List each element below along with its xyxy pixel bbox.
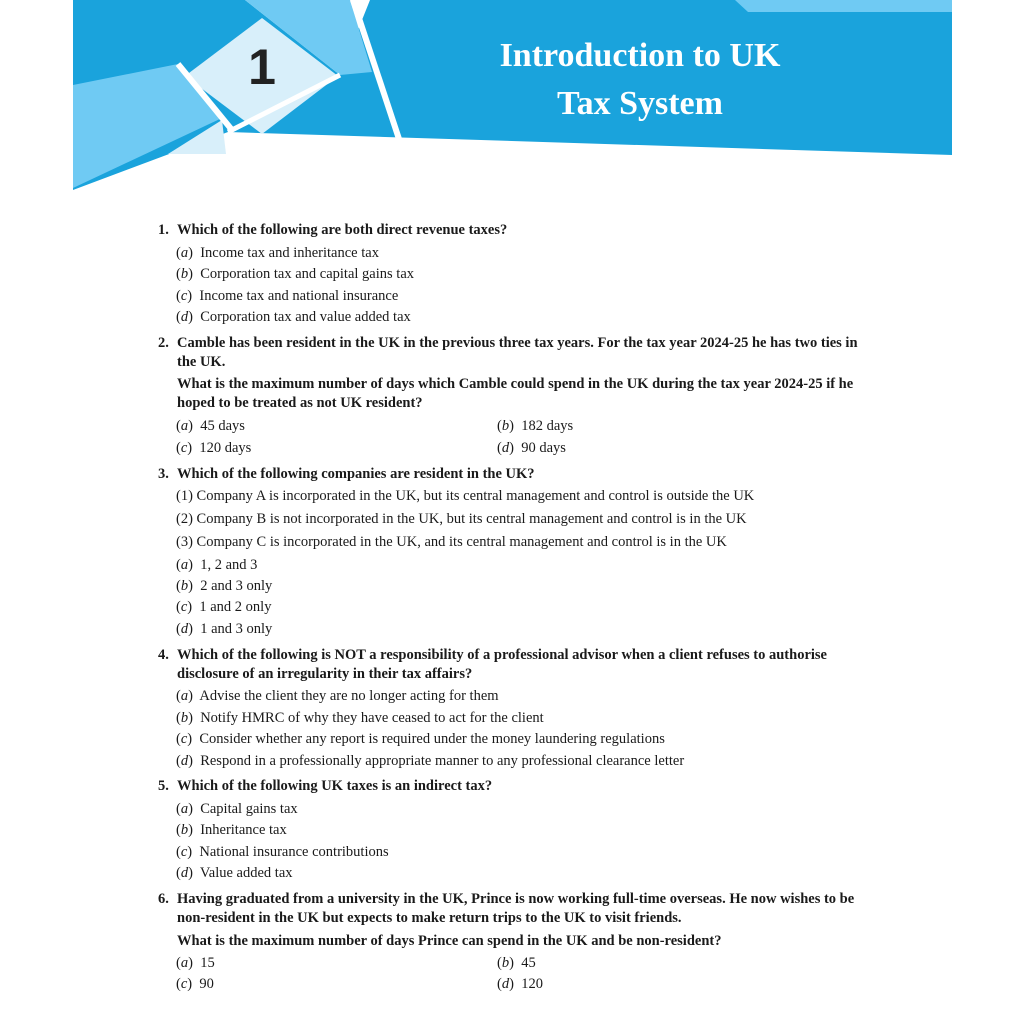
question-stem: Camble has been resident in the UK in the previous three tax years. For the tax year 2024-25 he has two ties in the UK.: [177, 335, 858, 370]
option-d: (d) 120: [497, 976, 543, 992]
chapter-title: [440, 32, 840, 128]
option-c: (c) Consider whether any report is required under the money laundering regulations: [176, 731, 665, 747]
question-1: [158, 221, 870, 240]
banner-top-strip: [735, 0, 952, 12]
option-a: (a) Advise the client they are no longer acting for them: [176, 688, 499, 704]
statement-1: (1) Company A is incorporated in the UK, but its central management and control is outside the UK: [176, 488, 755, 504]
option-d: (d) 1 and 3 only: [176, 621, 273, 637]
option-c: (c) 120 days: [176, 440, 252, 456]
question-2: [158, 334, 870, 413]
option-b: (b) 45: [497, 955, 536, 971]
option-c: (c) 1 and 2 only: [176, 599, 272, 615]
option-b: (b) 182 days: [497, 418, 574, 434]
question-stem: Having graduated from a university in the UK, Prince is now working full-time overseas. He now wishes to be non-resident in the UK but expects to make return trips to the UK to visit friends.: [177, 891, 855, 926]
question-stem: Which of the following UK taxes is an indirect tax?: [177, 778, 493, 794]
option-c: (c) National insurance contributions: [176, 844, 389, 860]
chapter-number: 1: [248, 39, 276, 95]
question-4: [158, 646, 870, 684]
option-b: (b) Inheritance tax: [176, 822, 287, 838]
option-d: (d) 90 days: [497, 440, 566, 456]
option-a: (a) 15: [176, 955, 215, 971]
statement-2: (2) Company B is not incorporated in the UK, but its central management and control is in the UK: [176, 511, 747, 527]
question-stem-2: What is the maximum number of days which Camble could spend in the UK during the tax year 2024-25 if he hoped to be treated as not UK resident?: [177, 376, 854, 411]
question-number: 3.: [158, 466, 169, 482]
option-a: (a) Capital gains tax: [176, 801, 298, 817]
question-stem: Which of the following companies are resident in the UK?: [177, 466, 535, 482]
question-stem: Which of the following are both direct revenue taxes?: [177, 222, 508, 238]
option-c: (c) Income tax and national insurance: [176, 288, 399, 304]
option-a: (a) 1, 2 and 3: [176, 557, 258, 573]
option-b: (b) Notify HMRC of why they have ceased to act for the client: [176, 710, 544, 726]
question-6: [158, 890, 870, 951]
option-b: (b) 2 and 3 only: [176, 578, 273, 594]
question-5: [158, 777, 870, 796]
option-a: (a) Income tax and inheritance tax: [176, 245, 379, 261]
question-number: 5.: [158, 778, 169, 794]
question-number: 1.: [158, 222, 169, 238]
question-number: 6.: [158, 891, 169, 907]
chapter-title-line1: Introduction to UK: [499, 37, 781, 74]
option-c: (c) 90: [176, 976, 214, 992]
option-d: (d) Corporation tax and value added tax: [176, 309, 411, 325]
option-d: (d) Value added tax: [176, 865, 293, 881]
option-d: (d) Respond in a professionally appropriate manner to any professional clearance letter: [176, 753, 685, 769]
question-stem-2: What is the maximum number of days Prince can spend in the UK and be non-resident?: [177, 933, 722, 949]
chapter-title-line2: Tax System: [557, 85, 723, 122]
question-3: [158, 465, 870, 484]
question-stem: Which of the following is NOT a responsibility of a professional advisor when a client refuses to authorise disclosure of an irregularity in their tax affairs?: [177, 647, 827, 682]
statement-3: (3) Company C is incorporated in the UK, and its central management and control is in the UK: [176, 534, 727, 550]
question-number: 2.: [158, 335, 169, 351]
question-number: 4.: [158, 647, 169, 663]
option-b: (b) Corporation tax and capital gains tax: [176, 266, 414, 282]
option-a: (a) 45 days: [176, 418, 245, 434]
